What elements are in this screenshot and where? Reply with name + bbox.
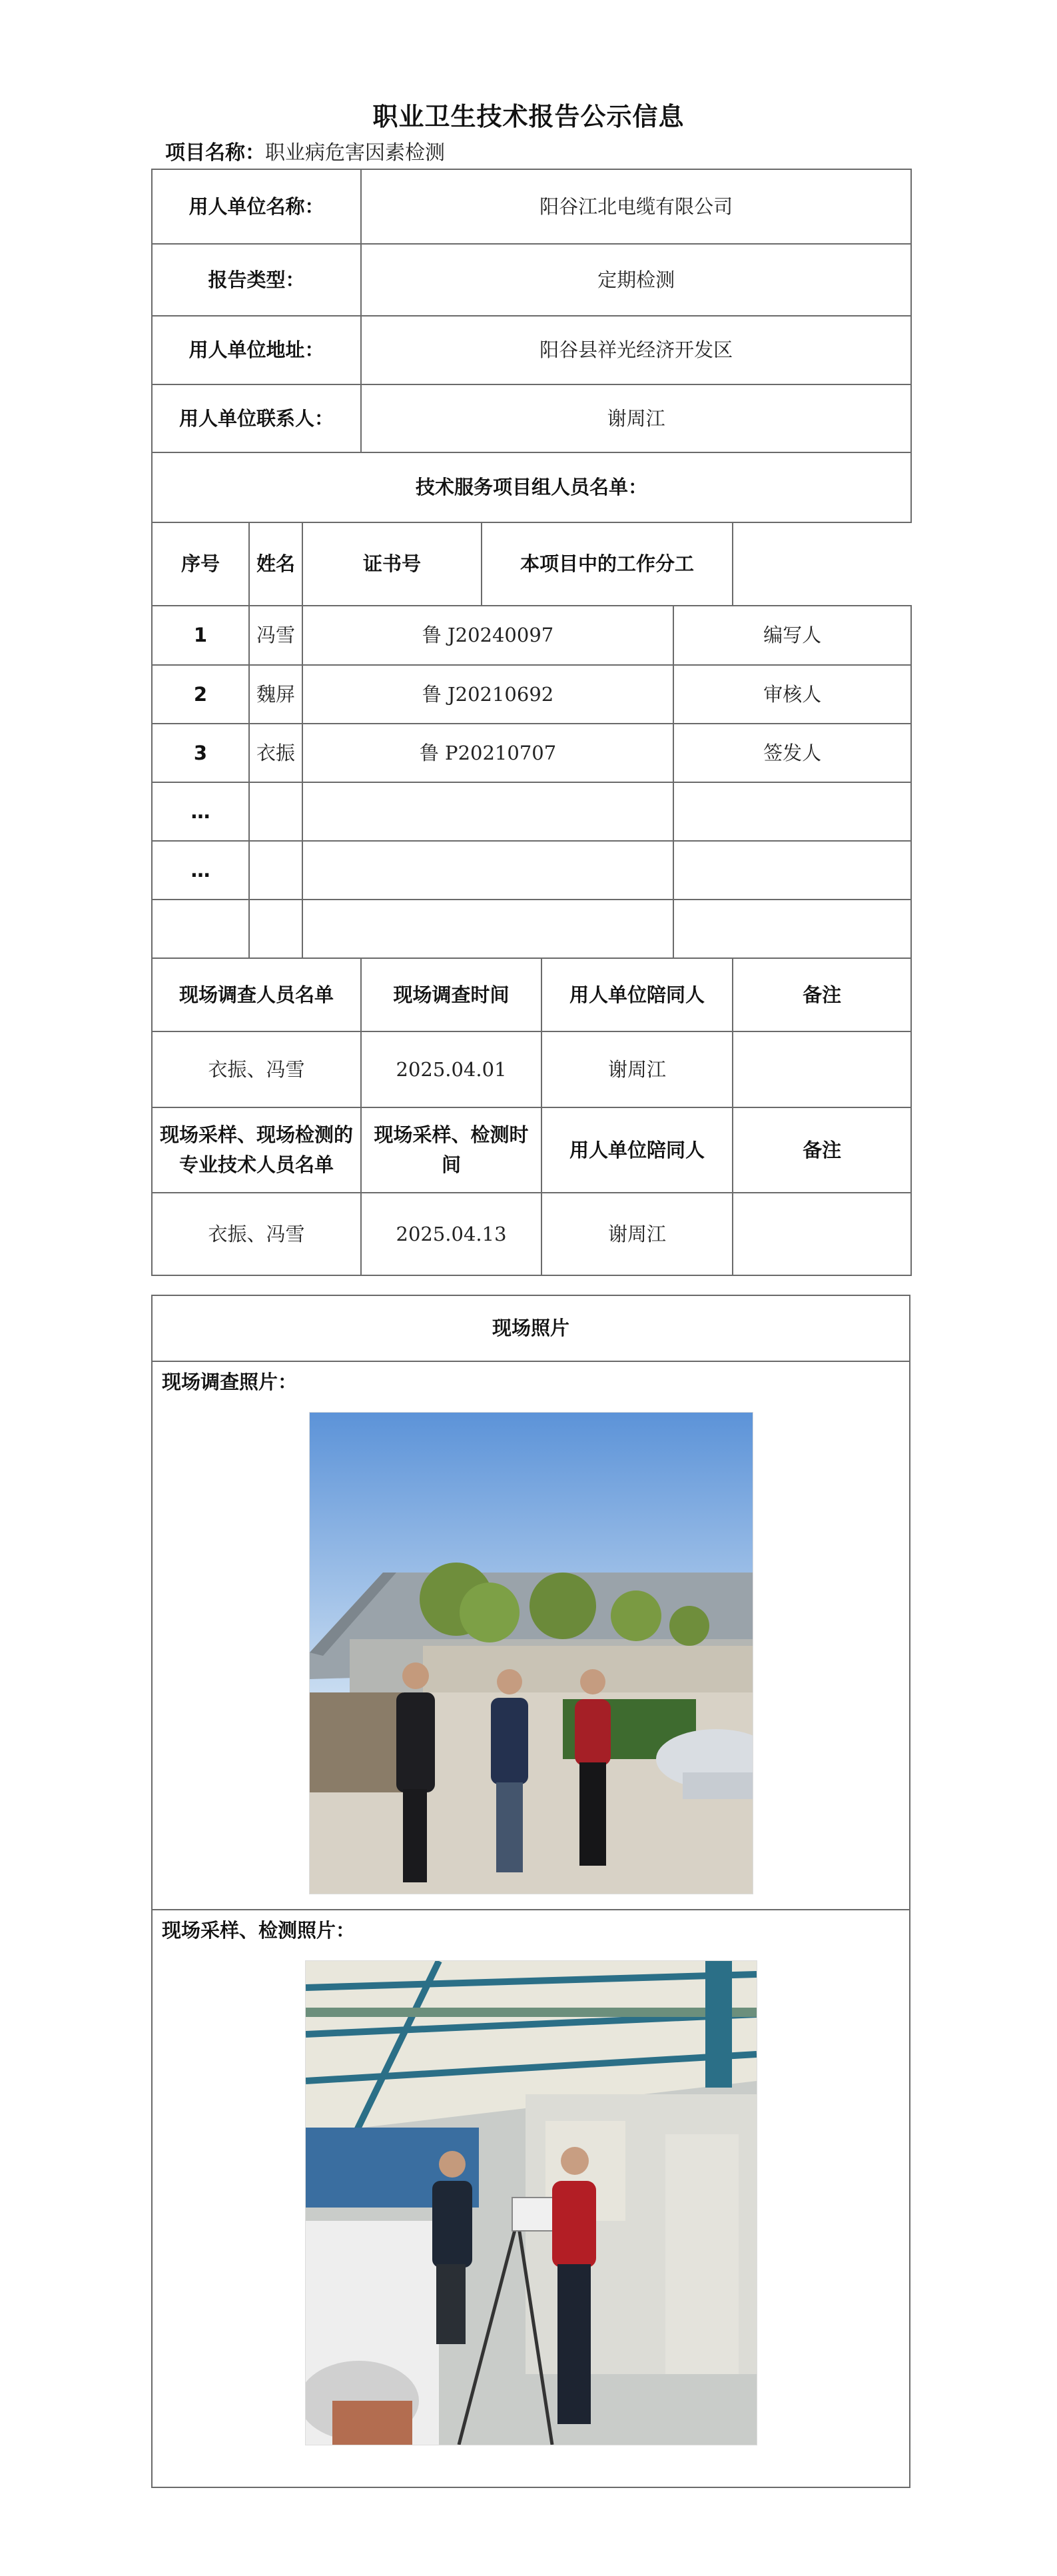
- sampling-header: 现场采样、现场检测的专业技术人员名单: [152, 1107, 361, 1193]
- sampling-value: 2025.04.13: [361, 1193, 541, 1275]
- team-row: [152, 724, 911, 782]
- photos-table: [151, 1295, 910, 2488]
- survey-photo: [309, 1412, 753, 1894]
- team-heading: 技术服务项目组人员名单：: [152, 452, 911, 522]
- project-name-label: 项目名称：: [165, 141, 265, 165]
- team-cell: 签发人: [673, 724, 911, 782]
- survey-header: 用人单位陪同人: [541, 958, 733, 1031]
- team-row: [152, 606, 911, 665]
- survey-header-row: [152, 958, 911, 1031]
- team-cell: [302, 900, 673, 958]
- sampling-value: 衣振、冯雪: [152, 1193, 361, 1275]
- team-row: [152, 841, 911, 900]
- team-cell: [249, 900, 302, 958]
- survey-value: 谢周江: [541, 1031, 733, 1107]
- info-label: 用人单位名称：: [152, 169, 361, 244]
- team-cell: 鲁 P20210707: [302, 724, 673, 782]
- info-label: 用人单位联系人：: [152, 384, 361, 452]
- team-cell: [152, 900, 249, 958]
- info-value: 谢周江: [361, 384, 911, 452]
- team-cell: 鲁 J20210692: [302, 665, 673, 724]
- team-cell: …: [152, 782, 249, 841]
- team-cell: 冯雪: [249, 606, 302, 665]
- sampling-header: 备注: [733, 1107, 911, 1193]
- team-cell: 审核人: [673, 665, 911, 724]
- team-cell: …: [152, 841, 249, 900]
- info-row: [152, 384, 911, 452]
- sampling-header-row: [152, 1107, 911, 1193]
- team-col-header: 序号: [152, 522, 249, 606]
- team-cell: 鲁 J20240097: [302, 606, 673, 665]
- info-row: [152, 316, 911, 384]
- survey-value: 衣振、冯雪: [152, 1031, 361, 1107]
- sampling-value: [733, 1193, 911, 1275]
- team-cell: 3: [152, 724, 249, 782]
- survey-photo-label: 现场调查照片：: [162, 1371, 298, 1393]
- sampling-photo: [305, 1960, 757, 2445]
- info-label: 用人单位地址：: [152, 316, 361, 384]
- team-cell: [302, 841, 673, 900]
- survey-header: 现场调查时间: [361, 958, 541, 1031]
- team-col-header: 证书号: [302, 522, 482, 606]
- project-name-value: 职业病危害因素检测: [265, 141, 445, 165]
- sampling-header: 用人单位陪同人: [541, 1107, 733, 1193]
- team-cell: [302, 782, 673, 841]
- info-row: [152, 244, 911, 316]
- team-row: [152, 665, 911, 724]
- sampling-header: 现场采样、检测时间: [361, 1107, 541, 1193]
- project-name: [165, 140, 445, 167]
- info-label: 报告类型：: [152, 244, 361, 316]
- team-cell: 编写人: [673, 606, 911, 665]
- team-cell: [249, 841, 302, 900]
- page-title: 职业卫生技术报告公示信息: [372, 102, 685, 131]
- survey-header: 备注: [733, 958, 911, 1031]
- info-value: 阳谷江北电缆有限公司: [361, 169, 911, 244]
- team-row: [152, 782, 911, 841]
- team-header-row: [152, 522, 911, 606]
- info-value: 阳谷县祥光经济开发区: [361, 316, 911, 384]
- team-col-header: 本项目中的工作分工: [482, 522, 733, 606]
- team-row: [152, 900, 911, 958]
- info-row: [152, 169, 911, 244]
- survey-value-row: [152, 1031, 911, 1107]
- team-cell: 魏屏: [249, 665, 302, 724]
- team-col-header: 姓名: [249, 522, 302, 606]
- photos-heading: 现场照片: [152, 1295, 910, 1361]
- info-value: 定期检测: [361, 244, 911, 316]
- team-cell: [673, 841, 911, 900]
- team-cell: 1: [152, 606, 249, 665]
- team-cell: [673, 782, 911, 841]
- team-cell: 2: [152, 665, 249, 724]
- team-cell: 衣振: [249, 724, 302, 782]
- sampling-value-row: [152, 1193, 911, 1275]
- report-info-table: [151, 169, 912, 1276]
- survey-value: 2025.04.01: [361, 1031, 541, 1107]
- sampling-value: 谢周江: [541, 1193, 733, 1275]
- survey-header: 现场调查人员名单: [152, 958, 361, 1031]
- survey-value: [733, 1031, 911, 1107]
- team-cell: [673, 900, 911, 958]
- sampling-photo-label: 现场采样、检测照片：: [162, 1918, 356, 1942]
- team-cell: [249, 782, 302, 841]
